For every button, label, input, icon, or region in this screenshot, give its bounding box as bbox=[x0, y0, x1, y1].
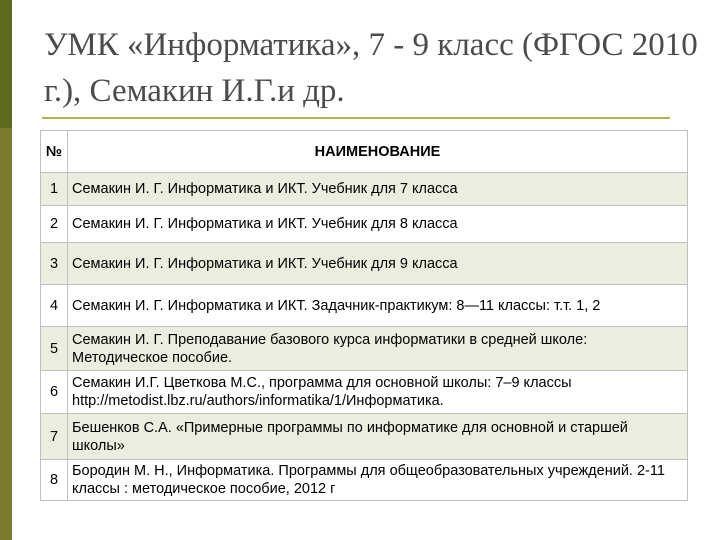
table-row bbox=[41, 173, 688, 206]
table-header-row bbox=[41, 131, 688, 173]
header-name: НАИМЕНОВАНИЕ bbox=[68, 131, 688, 173]
title-underline bbox=[42, 117, 670, 119]
row-name: Семакин И. Г. Преподавание базового курса информатики в средней школе: Методическое пособие. bbox=[68, 327, 688, 371]
row-number: 8 bbox=[41, 460, 68, 501]
row-name: Семакин И. Г. Информатика и ИКТ. Учебник для 8 класса bbox=[68, 206, 688, 243]
row-number: 6 bbox=[41, 371, 68, 414]
row-name: Семакин И. Г. Информатика и ИКТ. Учебник для 7 класса bbox=[68, 173, 688, 206]
table-row bbox=[41, 243, 688, 285]
row-name: Бешенков С.А. «Примерные программы по информатике для основной и старшей школы» bbox=[68, 414, 688, 460]
table-row bbox=[41, 327, 688, 371]
slide-title: УМК «Информатика», 7 - 9 класс (ФГОС 2010 г.), Семакин И.Г.и др. bbox=[44, 27, 698, 109]
table-row bbox=[41, 371, 688, 414]
table-row bbox=[41, 460, 688, 501]
row-number: 3 bbox=[41, 243, 68, 285]
curriculum-table bbox=[40, 130, 688, 501]
row-number: 4 bbox=[41, 285, 68, 327]
row-number: 2 bbox=[41, 206, 68, 243]
row-name: Семакин И. Г. Информатика и ИКТ. Задачник-практикум: 8—11 классы: т.т. 1, 2 bbox=[68, 285, 688, 327]
row-name: Бородин М. Н., Информатика. Программы для общеобразовательных учреждений. 2-11 классы : методическое пособие, 2012 г bbox=[68, 460, 688, 501]
row-number: 7 bbox=[41, 414, 68, 460]
table-row bbox=[41, 206, 688, 243]
row-number: 5 bbox=[41, 327, 68, 371]
row-name: Семакин И. Г. Информатика и ИКТ. Учебник для 9 класса bbox=[68, 243, 688, 285]
left-accent-bar-top bbox=[0, 0, 12, 128]
table-row bbox=[41, 414, 688, 460]
table-row bbox=[41, 285, 688, 327]
row-name: Семакин И.Г. Цветкова М.С., программа для основной школы: 7–9 классы http://metodist.lbz.ru/authors/informatika/1/Информатика. bbox=[68, 371, 688, 414]
header-number: № bbox=[41, 131, 68, 173]
row-number: 1 bbox=[41, 173, 68, 206]
